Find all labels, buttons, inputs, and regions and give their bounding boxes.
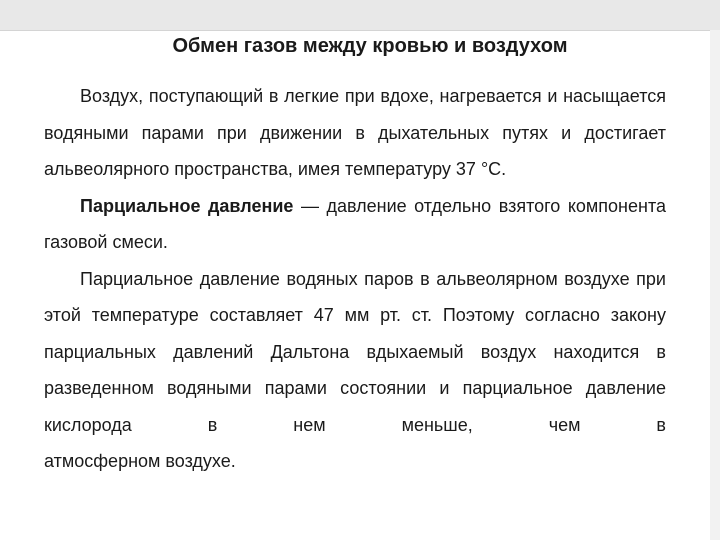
slide-title: Обмен газов между кровью и воздухом: [172, 35, 568, 57]
slide-body: [44, 78, 666, 480]
definition-term: Парциальное давление: [80, 195, 294, 216]
paragraph-definition: [44, 188, 666, 261]
paragraph-text: Парциальное давление водяных паров в альвеолярном воздухе при этой температуре составляет 47 мм рт. ст. Поэтому согласно закону парциальных давлений Дальтона вдыхаемый воздух находится в разведенном водяными парами состоянии и парциальное давление кислорода в нем меньше, чем в: [44, 268, 666, 435]
definition-text: — давление отдельно взятого компонента газовой смеси.: [44, 195, 666, 252]
paragraph-dalton: [44, 261, 666, 444]
header-band: [0, 0, 720, 31]
paragraph-air-intake: [44, 78, 666, 188]
paragraph-text: Воздух, поступающий в легкие при вдохе, нагревается и насыщается водяными парами при движении в дыхательных путях и достигает альвеолярного пространства, имея температуру 37 °С.: [44, 86, 666, 179]
side-strip: [710, 30, 720, 540]
paragraph-dalton-end: [44, 443, 666, 480]
paragraph-text-end: атмосферном воздухе.: [44, 451, 236, 471]
